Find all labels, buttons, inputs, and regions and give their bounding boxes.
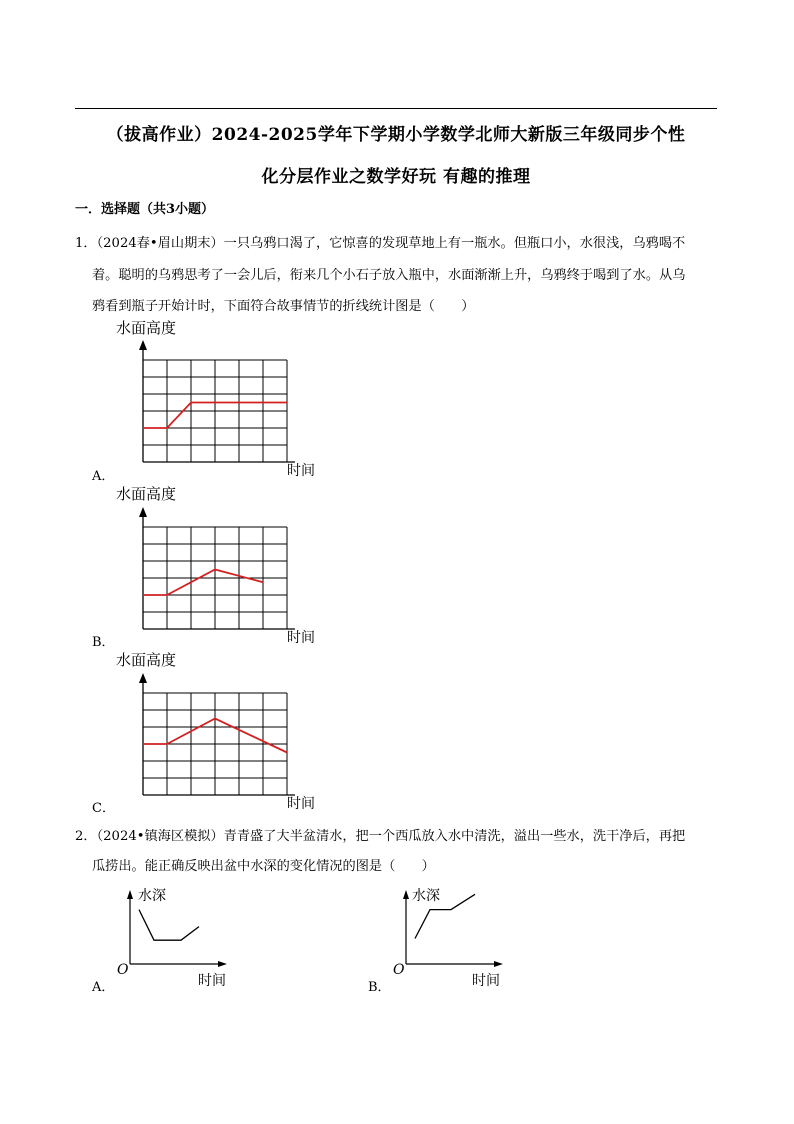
- q1-c-xlabel: 时间: [287, 796, 315, 812]
- q1-option-b-label[interactable]: B．: [92, 635, 115, 650]
- x-axis-arrow: [218, 961, 227, 967]
- q1-b-ylabel: 水面高度: [116, 485, 177, 503]
- series-line: [139, 910, 199, 941]
- y-axis-arrow: [139, 673, 147, 683]
- q2-line-1: 2．（2024•镇海区模拟）青青盛了大半盆清水，把一个西瓜放入水中清洗，溢出一些水，洗干净后，再把: [75, 829, 686, 844]
- q1-a-chart: [140, 340, 300, 465]
- q2-a-chart: [126, 888, 226, 973]
- y-axis-arrow: [403, 890, 409, 899]
- q1-a-ylabel: 水面高度: [116, 319, 177, 337]
- q1-option-a-label[interactable]: A．: [92, 469, 115, 484]
- q1-line-3: 鸦看到瓶子开始计时，下面符合故事情节的折线统计图是（ ）: [92, 299, 475, 314]
- q2-option-a-label[interactable]: A．: [92, 980, 115, 995]
- q2-option-b-label[interactable]: B．: [368, 980, 391, 995]
- q1-c-ylabel: 水面高度: [116, 651, 177, 669]
- series-line: [143, 570, 263, 596]
- y-axis-arrow: [139, 340, 147, 350]
- q2-b-chart: [402, 888, 502, 973]
- q2-line-2: 瓜捞出。能正确反映出盆中水深的变化情况的图是（ ）: [92, 859, 435, 874]
- q2-b-xlabel: 时间: [472, 973, 500, 989]
- section-heading: 一．选择题（共3小题）: [75, 202, 215, 217]
- page-title-line1: （拔高作业）2024-2025学年下学期小学数学北师大新版三年级同步个性: [106, 125, 686, 145]
- q1-option-c-label[interactable]: C．: [92, 801, 115, 816]
- y-axis-arrow: [127, 890, 133, 899]
- q1-line-2: 着。聪明的乌鸦思考了一会儿后，衔来几个小石子放入瓶中，水面渐渐上升，乌鸦终于喝到了水。从乌: [92, 268, 686, 283]
- q2-b-ylabel: 水深: [412, 888, 440, 904]
- q1-b-xlabel: 时间: [287, 630, 315, 646]
- x-axis-arrow: [494, 961, 503, 967]
- q1-b-chart: [140, 507, 300, 632]
- q2-a-xlabel: 时间: [198, 973, 226, 989]
- y-axis-arrow: [139, 507, 147, 517]
- q1-c-chart: [140, 673, 300, 798]
- q1-a-xlabel: 时间: [287, 463, 315, 479]
- q2-b-origin: O: [393, 962, 405, 978]
- header-rule: [75, 108, 717, 109]
- q2-a-origin: O: [117, 962, 129, 978]
- q1-line-1: 1．（2024春•眉山期末）一只乌鸦口渴了，它惊喜的发现草地上有一瓶水。但瓶口小，水很浅，乌鸦喝不: [75, 236, 686, 251]
- q2-a-ylabel: 水深: [138, 888, 166, 904]
- series-line: [415, 894, 475, 938]
- page-title-line2: 化分层作业之数学好玩 有趣的推理: [261, 167, 531, 187]
